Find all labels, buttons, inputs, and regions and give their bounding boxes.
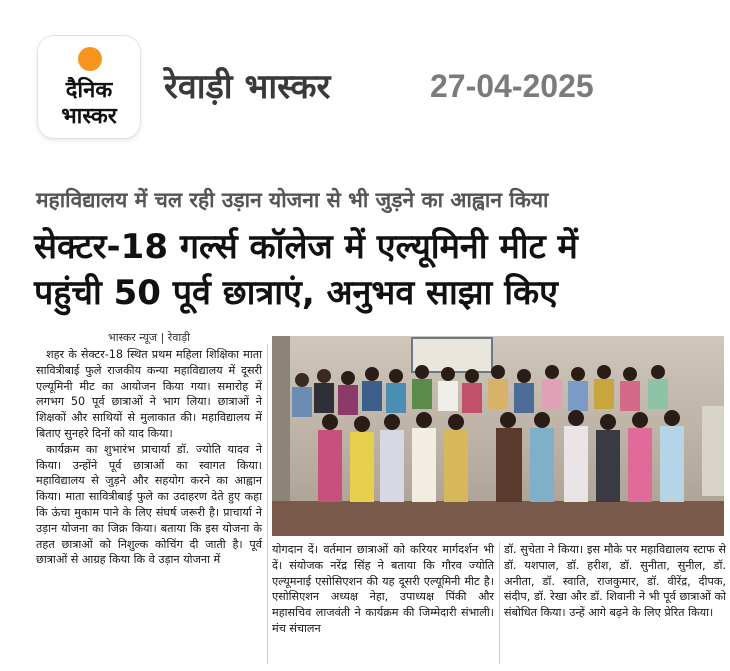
article-column-1 xyxy=(36,347,262,568)
dainik-bhaskar-logo xyxy=(38,36,140,138)
group-photo xyxy=(272,336,724,536)
group-photo-illustration xyxy=(272,336,724,536)
article-headline xyxy=(34,224,714,316)
column-divider-1 xyxy=(267,344,268,664)
sun-icon xyxy=(78,47,102,71)
headline-line1: सेक्टर-18 गर्ल्स कॉलेज में एल्यूमिनी मीट में xyxy=(34,227,578,267)
article-kicker: महाविद्यालय में चल रही उड़ान योजना से भी जुड़ने का आह्वान किया xyxy=(36,188,549,212)
headline-line2: पहुंची 50 पूर्व छात्राएं, अनुभव साझा किए xyxy=(34,273,558,313)
logo-line2: भास्कर xyxy=(61,104,117,129)
column-divider-2 xyxy=(499,542,500,664)
column-3-text: डॉ. सुचेता ने किया। इस मौके पर महाविद्यालय स्टाफ से डॉ. यशपाल, डॉ. हरीश, डॉ. सुनीता, सुनील, डॉ. अनीता, डॉ. स्वाति, राजकुमार, डॉ. वीरेंद्र, दीपक, संदीप, डॉ. रेखा और डॉ. शिवानी ने भी पूर्व छात्राओं को संबोधित किया। उन्हें आगे बढ़ने के लिए प्रेरित किया। xyxy=(504,543,726,620)
article-column-2 xyxy=(272,542,494,637)
logo-line1: दैनिक xyxy=(65,78,113,103)
paragraph-1: शहर के सेक्टर-18 स्थित प्रथम महिला शिक्षिका माता सावित्रीबाई फुले राजकीय कन्या महाविद्यालय में दूसरी एल्यूमिनी मीट का आयोजन किया गया। समारोह में लगभग 50 पूर्व छात्राओं ने भाग लिया। छात्राओं ने शिक्षकों और साथियों से मुलाकात की। महाविद्यालय में बिताए सुनहरे दिनों को याद किया। xyxy=(36,348,262,440)
edition-date: 27-04-2025 xyxy=(430,68,594,104)
paragraph-2: कार्यक्रम का शुभारंभ प्राचार्या डॉ. ज्योति यादव ने किया। उन्होंने पूर्व छात्राओं का स्वागत किया। महाविद्यालय से जुड़ने और सहयोग करने का आह्वान किया। माता सावित्रीबाई फुले का उदाहरण देते हुए कहा कि ऊंचा मुकाम पाने के लिए संघर्ष जरूरी है। प्राचार्या ने उड़ान योजना का जिक्र किया। बताया कि इस योजना के तहत छात्राओं को निशुल्क कोचिंग दी जाती है। पूर्व छात्राओं से आग्रह किया कि वे उड़ान योजना में xyxy=(36,442,262,567)
masthead xyxy=(0,0,730,160)
byline: भास्कर न्यूज | रेवाड़ी xyxy=(108,331,190,344)
article-column-3 xyxy=(504,542,726,621)
column-2-text: योगदान दें। वर्तमान छात्राओं को करियर मार्गदर्शन भी दें। संयोजक नरेंद्र सिंह ने बताया कि गौरव ज्योति एल्यूमनाई एसोसिएशन की यह दूसरी एल्यूमिनी मीट है। एसोसिएशन अध्यक्ष नेहा, उपाध्यक्ष पिंकी और महासचिव लाजवंती ने कार्यक्रम की जिम्मेदारी संभाली। मंच संचालन xyxy=(272,543,494,635)
edition-name: रेवाड़ी भास्कर xyxy=(164,67,331,107)
